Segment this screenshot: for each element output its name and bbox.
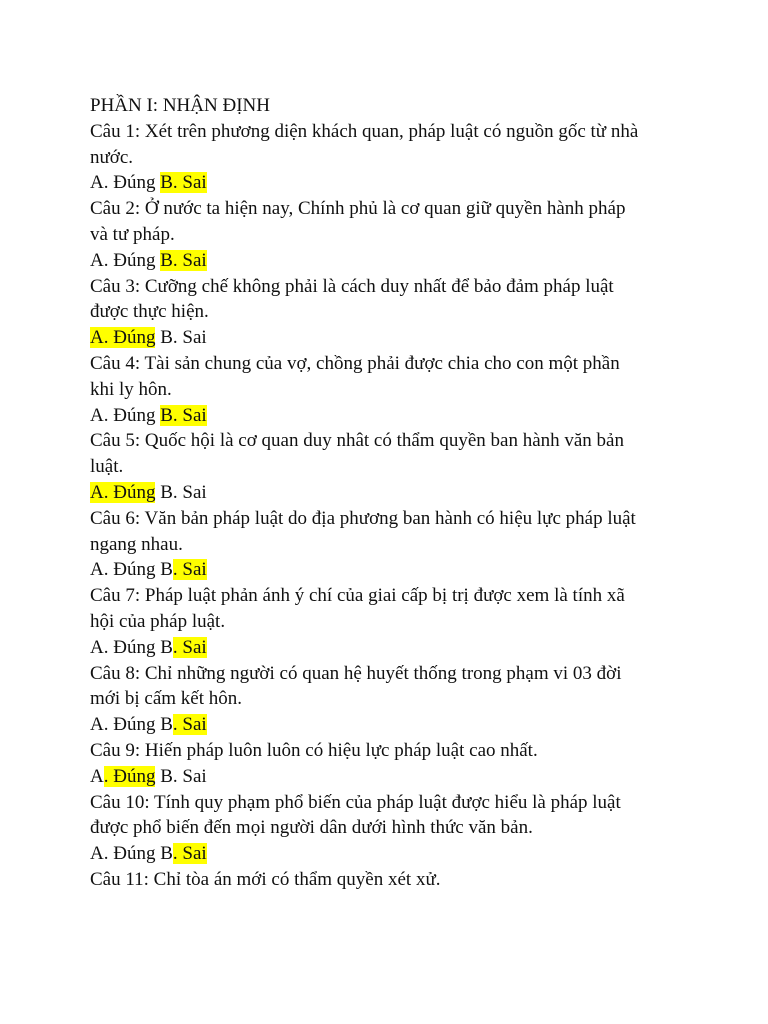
question-11-text: Câu 11: Chỉ tòa án mới có thẩm quyền xét xử. — [90, 868, 441, 890]
answer-line — [90, 325, 690, 351]
question-text: Câu 2: Ở nước ta hiện nay, Chính phủ là cơ quan giữ quyền hành pháp — [90, 198, 626, 220]
answer-plain: B. Sai — [155, 765, 207, 787]
question-text: Câu 6: Văn bản pháp luật do địa phương ban hành có hiệu lực pháp luật — [90, 507, 636, 529]
question-9 — [90, 738, 690, 790]
question-6 — [90, 506, 690, 583]
answer-plain: A. Đúng — [90, 249, 161, 271]
question-10 — [90, 790, 690, 867]
question-text: hội của pháp luật. — [90, 610, 226, 632]
answer-plain: A — [90, 765, 104, 787]
answer-highlight: . Sai — [172, 843, 207, 865]
question-2 — [90, 196, 690, 273]
answer-highlight: . Sai — [172, 714, 207, 736]
question-text: được thực hiện. — [90, 301, 209, 323]
answer-line — [90, 403, 690, 429]
answer-highlight: B. Sai — [160, 249, 207, 271]
question-5 — [90, 428, 690, 505]
answer-plain: A. Đúng B — [90, 843, 173, 865]
question-1 — [90, 119, 690, 196]
answer-plain: A. Đúng B — [90, 714, 173, 736]
answer-highlight: B. Sai — [160, 404, 207, 426]
answer-line — [90, 712, 690, 738]
section-heading: PHẦN I: NHẬN ĐỊNH — [90, 95, 270, 116]
question-8 — [90, 661, 690, 738]
question-text: Câu 5: Quốc hội là cơ quan duy nhât có thẩm quyền ban hành văn bản — [90, 430, 624, 452]
question-text: Câu 1: Xét trên phương diện khách quan, pháp luật có nguồn gốc từ nhà — [90, 120, 639, 142]
answer-highlight: . Sai — [172, 636, 207, 658]
answer-plain: B. Sai — [155, 327, 207, 349]
answer-line — [90, 635, 690, 661]
question-text: Câu 9: Hiến pháp luôn luôn có hiệu lực pháp luật cao nhất. — [90, 739, 538, 761]
answer-plain: B. Sai — [155, 481, 207, 503]
answer-plain: A. Đúng — [90, 172, 161, 194]
answer-line — [90, 248, 690, 274]
answer-highlight: B. Sai — [160, 172, 207, 194]
question-text: được phổ biến đến mọi người dân dưới hình thức văn bản. — [90, 817, 533, 839]
answer-highlight: . Đúng — [103, 765, 156, 787]
answer-highlight: . Sai — [172, 559, 207, 581]
question-text: và tư pháp. — [90, 223, 175, 245]
answer-line — [90, 764, 690, 790]
answer-line — [90, 480, 690, 506]
question-text: ngang nhau. — [90, 533, 183, 555]
question-text: Câu 7: Pháp luật phản ánh ý chí của giai cấp bị trị được xem là tính xã — [90, 585, 625, 607]
question-3 — [90, 274, 690, 351]
question-text: mới bị cấm kết hôn. — [90, 688, 242, 710]
answer-line — [90, 841, 690, 867]
answer-plain: A. Đúng B — [90, 559, 173, 581]
question-text: Câu 4: Tài sản chung của vợ, chồng phải được chia cho con một phần — [90, 352, 620, 374]
answer-plain: A. Đúng — [90, 404, 161, 426]
question-text: nước. — [90, 146, 134, 168]
document-page — [90, 93, 690, 893]
answer-plain: A. Đúng B — [90, 636, 173, 658]
question-4 — [90, 351, 690, 428]
question-text: Câu 8: Chỉ những người có quan hệ huyết thống trong phạm vi 03 đời — [90, 662, 622, 684]
question-text: khi ly hôn. — [90, 378, 172, 400]
answer-highlight: A. Đúng — [90, 481, 156, 503]
answer-line — [90, 170, 690, 196]
question-text: Câu 10: Tính quy phạm phổ biến của pháp luật được hiểu là pháp luật — [90, 791, 621, 813]
question-text: luật. — [90, 456, 124, 478]
question-text: Câu 3: Cưỡng chế không phải là cách duy nhất để bảo đảm pháp luật — [90, 275, 614, 297]
answer-highlight: A. Đúng — [90, 327, 156, 349]
question-7 — [90, 583, 690, 660]
answer-line — [90, 557, 690, 583]
